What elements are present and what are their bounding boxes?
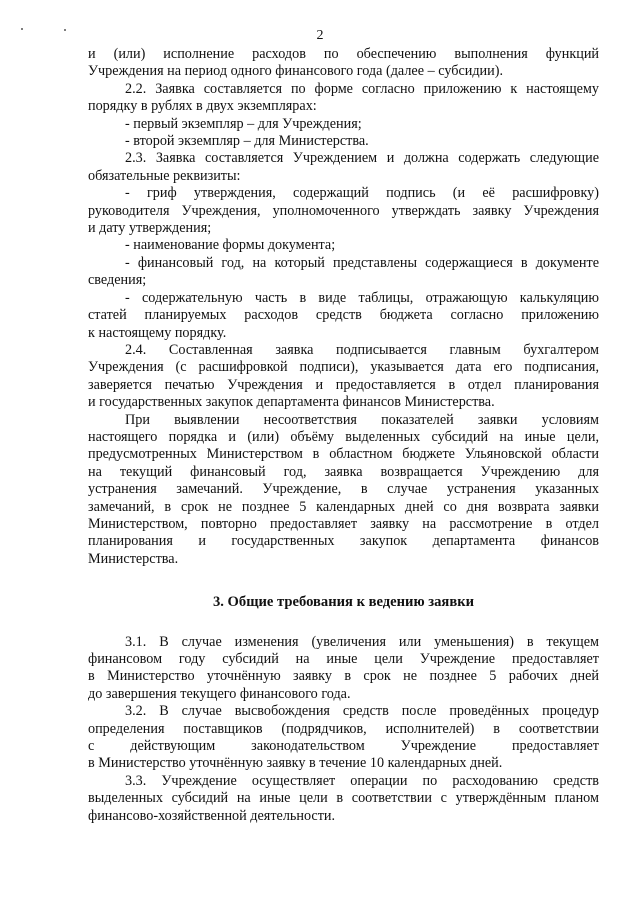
- text-line: 3.1. В случае изменения (увеличения или уменьшения) в текущем: [125, 633, 599, 650]
- list-item: - второй экземпляр – для Министерства.: [125, 133, 369, 150]
- list-item: - содержательную часть в виде таблицы, отражающую калькуляцию: [125, 289, 599, 306]
- document-body: [88, 46, 599, 825]
- text-line: и (или) исполнение расходов по обеспечению выполнения функций: [88, 46, 599, 62]
- text-line: с действующим законодательством Учреждение предоставляет: [88, 738, 599, 755]
- text-line: 3.2. В случае высвобождения средств после проведённых процедур: [125, 703, 599, 720]
- page-number: 2: [316, 28, 324, 43]
- text-line: При выявлении несоответствия показателей заявки условиям: [125, 411, 599, 428]
- text-line: финансовом году субсидий на иные цели Учреждение предоставляет: [88, 651, 599, 667]
- text-line: обязательные реквизиты:: [88, 167, 241, 184]
- text-line: сведения;: [88, 272, 147, 289]
- text-line: устранения замечаний. Учреждение, в случае устранения указанных: [88, 481, 599, 498]
- text-line: замечаний, в срок не позднее 5 календарных дней со дня возврата заявки: [88, 498, 599, 515]
- text-line: планирования и государственных закупок департамента финансов: [88, 533, 599, 550]
- text-line: к настоящему порядку.: [88, 324, 227, 341]
- text-line: Министерства.: [88, 550, 179, 567]
- text-line: порядку в рублях в двух экземплярах:: [88, 98, 317, 115]
- text-line: 2.3. Заявка составляется Учреждением и должна содержать следующие: [125, 150, 599, 167]
- text-line: в Министерство уточнённую заявку в течение 10 календарных дней.: [88, 755, 503, 772]
- text-line: заверяется печатью Учреждения и предоставляется в отдел планирования: [88, 376, 599, 393]
- text-line: 2.2. Заявка составляется по форме согласно приложению к настоящему: [125, 80, 599, 97]
- text-line: руководителя Учреждения, уполномоченного утверждать заявку Учреждения: [88, 202, 599, 219]
- text-line: 2.4. Составленная заявка подписывается главным бухгалтером: [125, 341, 599, 358]
- text-line: определения поставщиков (подрядчиков, исполнителей) в соответствии: [88, 720, 599, 737]
- text-line: и государственных закупок департамента финансов Министерства.: [88, 394, 495, 411]
- text-line: настоящего порядка и (или) объёму выделенных субсидий на иные цели,: [88, 428, 599, 445]
- list-item: - наименование формы документа;: [125, 237, 336, 254]
- text-line: Учреждения на период одного финансового года (далее – субсидии).: [88, 63, 504, 80]
- text-line: 3.3. Учреждение осуществляет операции по расходованию средств: [125, 772, 599, 789]
- text-line: статей планируемых расходов средств бюджета согласно приложению: [88, 307, 599, 324]
- text-line: предусмотренных Министерством в областном бюджете Ульяновской области: [88, 446, 599, 463]
- text-line: и дату утверждения;: [88, 220, 212, 237]
- text-line: на текущий финансовый год, заявка возвращается Учреждению для: [88, 463, 599, 480]
- text-line: финансово-хозяйственной деятельности.: [88, 807, 336, 824]
- text-line: в Министерство уточнённую заявку в срок не позднее 5 рабочих дней: [88, 668, 599, 685]
- list-item: - гриф утверждения, содержащий подпись (и её расшифровку): [125, 185, 599, 202]
- text-line: до завершения текущего финансового года.: [88, 685, 351, 702]
- list-item: - первый экземпляр – для Учреждения;: [125, 115, 362, 132]
- section-heading: 3. Общие требования к ведению заявки: [212, 594, 475, 611]
- text-line: Учреждения (с расшифровкой подписи), указывается дата его подписания,: [88, 359, 599, 376]
- text-line: Министерством, повторно предоставляет заявку на рассмотрение в отдел: [88, 515, 599, 532]
- text-line: выделенных субсидий на иные цели в соответствии с утверждённым планом: [88, 790, 599, 807]
- list-item: - финансовый год, на который представлены содержащиеся в документе: [125, 254, 599, 271]
